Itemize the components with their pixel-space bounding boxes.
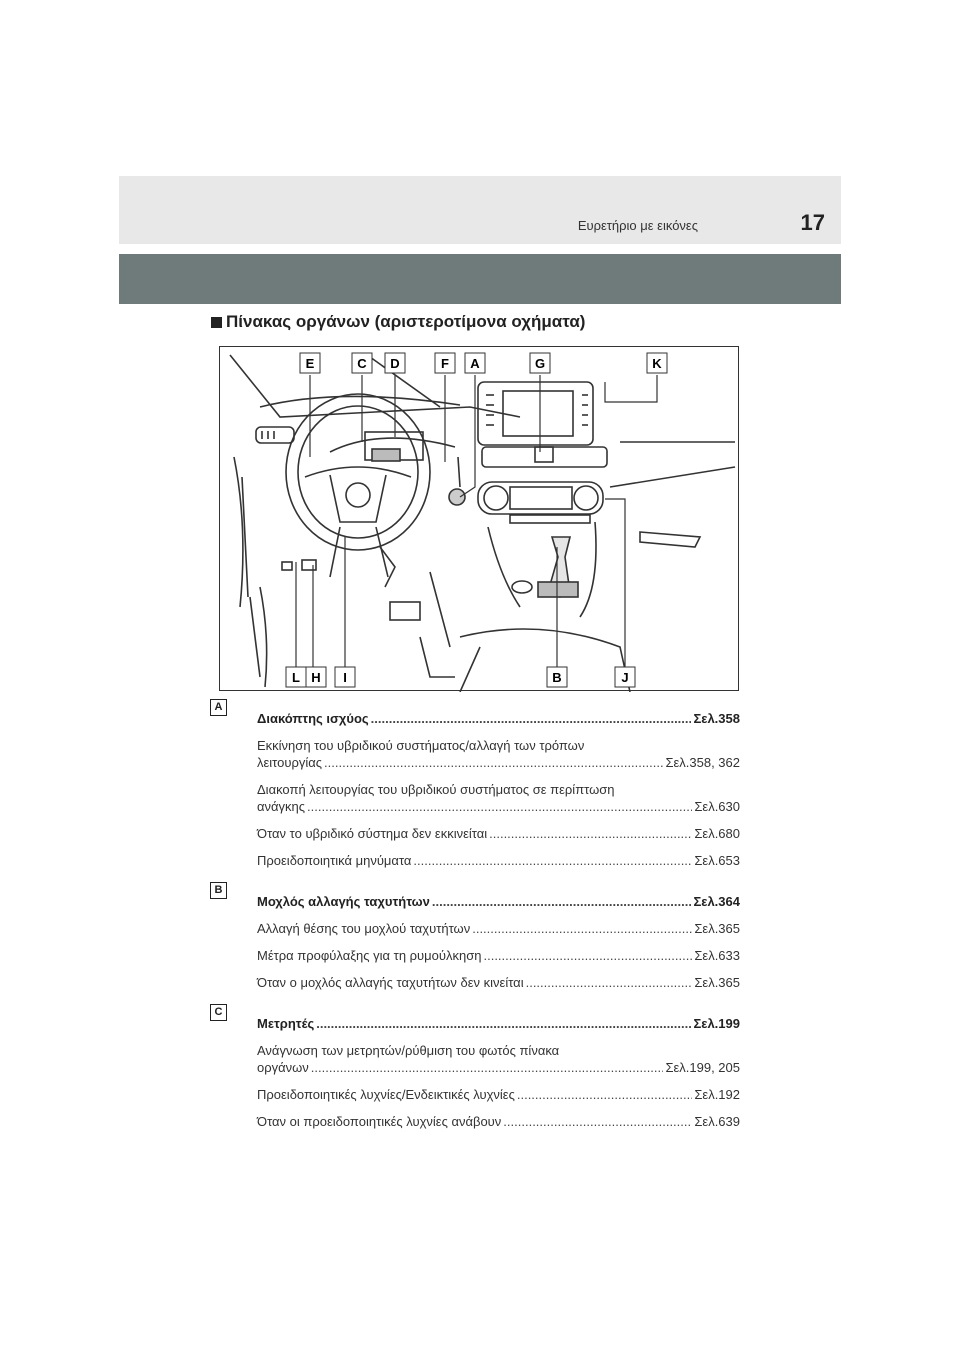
entry-title-line[interactable] [257,710,740,727]
section-bullet-icon [211,317,222,328]
page-number: 17 [800,210,825,235]
figure-label-l: L [292,670,300,685]
sub-item-pre: Διακοπή λειτουργίας του υβριδικού συστήματος σε περίπτωση [257,782,615,797]
sub-item-text: Προειδοποιητικές λυχνίες/Ενδεικτικές λυχνίες [257,1087,515,1102]
sub-item-text: λειτουργίας [257,755,323,770]
entry-title: Διακόπτης ισχύος [257,711,369,726]
figure-label-a: A [470,356,480,371]
sub-item-text: Όταν ο μοχλός αλλαγής ταχυτήτων δεν κινείται [257,975,524,990]
sub-item-text: Αλλαγή θέσης του μοχλού ταχυτήτων [257,921,471,936]
entry-letter: B [210,882,227,899]
sub-item-page: Σελ.633 [694,948,740,963]
entry-title-line[interactable] [257,1015,740,1032]
sub-item-page: Σελ.365 [694,975,740,990]
figure-label-h: H [311,670,321,685]
sub-item[interactable] [257,1113,740,1130]
sub-item-text: Μέτρα προφύλαξης για τη ρυμούλκηση [257,948,482,963]
sub-item-pre: Εκκίνηση του υβριδικού συστήματος/αλλαγή των τρόπων [257,738,585,753]
sub-item[interactable] [257,781,740,815]
sub-item[interactable] [257,852,740,869]
figure-label-i: I [343,670,347,685]
entry-c [210,1003,740,1130]
header-band [119,176,841,244]
figure-label-d: D [390,356,400,371]
figure-label-b: B [552,670,562,685]
sub-item-page: Σελ.199, 205 [665,1060,740,1075]
sub-item-page: Σελ.192 [694,1087,740,1102]
figure-label-e: E [305,356,315,371]
entry-page: Σελ.358 [693,711,740,726]
sub-item[interactable] [257,1086,740,1103]
sub-item[interactable] [257,737,740,771]
sub-item-page: Σελ.653 [694,853,740,868]
sub-item-text: ανάγκης [257,799,306,814]
sub-item[interactable] [257,1042,740,1076]
header-title: Ευρετήριο με εικόνες [577,218,698,233]
entry-a [210,698,740,869]
sub-item-page: Σελ.365 [694,921,740,936]
figure-label-f: F [441,356,449,371]
sub-item[interactable] [257,825,740,842]
index-entries [210,698,740,1142]
dashboard-figure [219,346,739,691]
sub-item[interactable] [257,974,740,991]
figure-label-k: K [652,356,662,371]
sub-item-text: Όταν οι προειδοποιητικές λυχνίες ανάβουν [257,1114,502,1129]
sub-item-text: οργάνων [257,1060,309,1075]
entry-page: Σελ.364 [693,894,740,909]
figure-label-j: J [621,670,629,685]
sub-item[interactable] [257,947,740,964]
section-heading [211,312,585,332]
sub-item-page: Σελ.358, 362 [665,755,740,770]
figure-label-c: C [357,356,367,371]
sub-item-page: Σελ.680 [694,826,740,841]
dashboard-illustration [220,347,740,692]
entry-title: Μετρητές [257,1016,315,1031]
entry-page: Σελ.199 [693,1016,740,1031]
sub-item[interactable] [257,920,740,937]
sub-item-page: Σελ.630 [694,799,740,814]
entry-letter: C [210,1004,227,1021]
entry-title: Μοχλός αλλαγής ταχυτήτων [257,894,430,909]
entry-b [210,881,740,991]
entry-title-line[interactable] [257,893,740,910]
sub-item-text: Όταν το υβριδικό σύστημα δεν εκκινείται [257,826,488,841]
sub-item-page: Σελ.639 [694,1114,740,1129]
sub-item-text: Προειδοποιητικά μηνύματα [257,853,412,868]
entry-letter: A [210,699,227,716]
section-heading-text: Πίνακας οργάνων (αριστεροτίμονα οχήματα) [226,312,586,331]
chapter-band [119,254,841,304]
sub-item-pre: Ανάγνωση των μετρητών/ρύθμιση του φωτός πίνακα [257,1043,560,1058]
figure-label-g: G [534,356,546,371]
